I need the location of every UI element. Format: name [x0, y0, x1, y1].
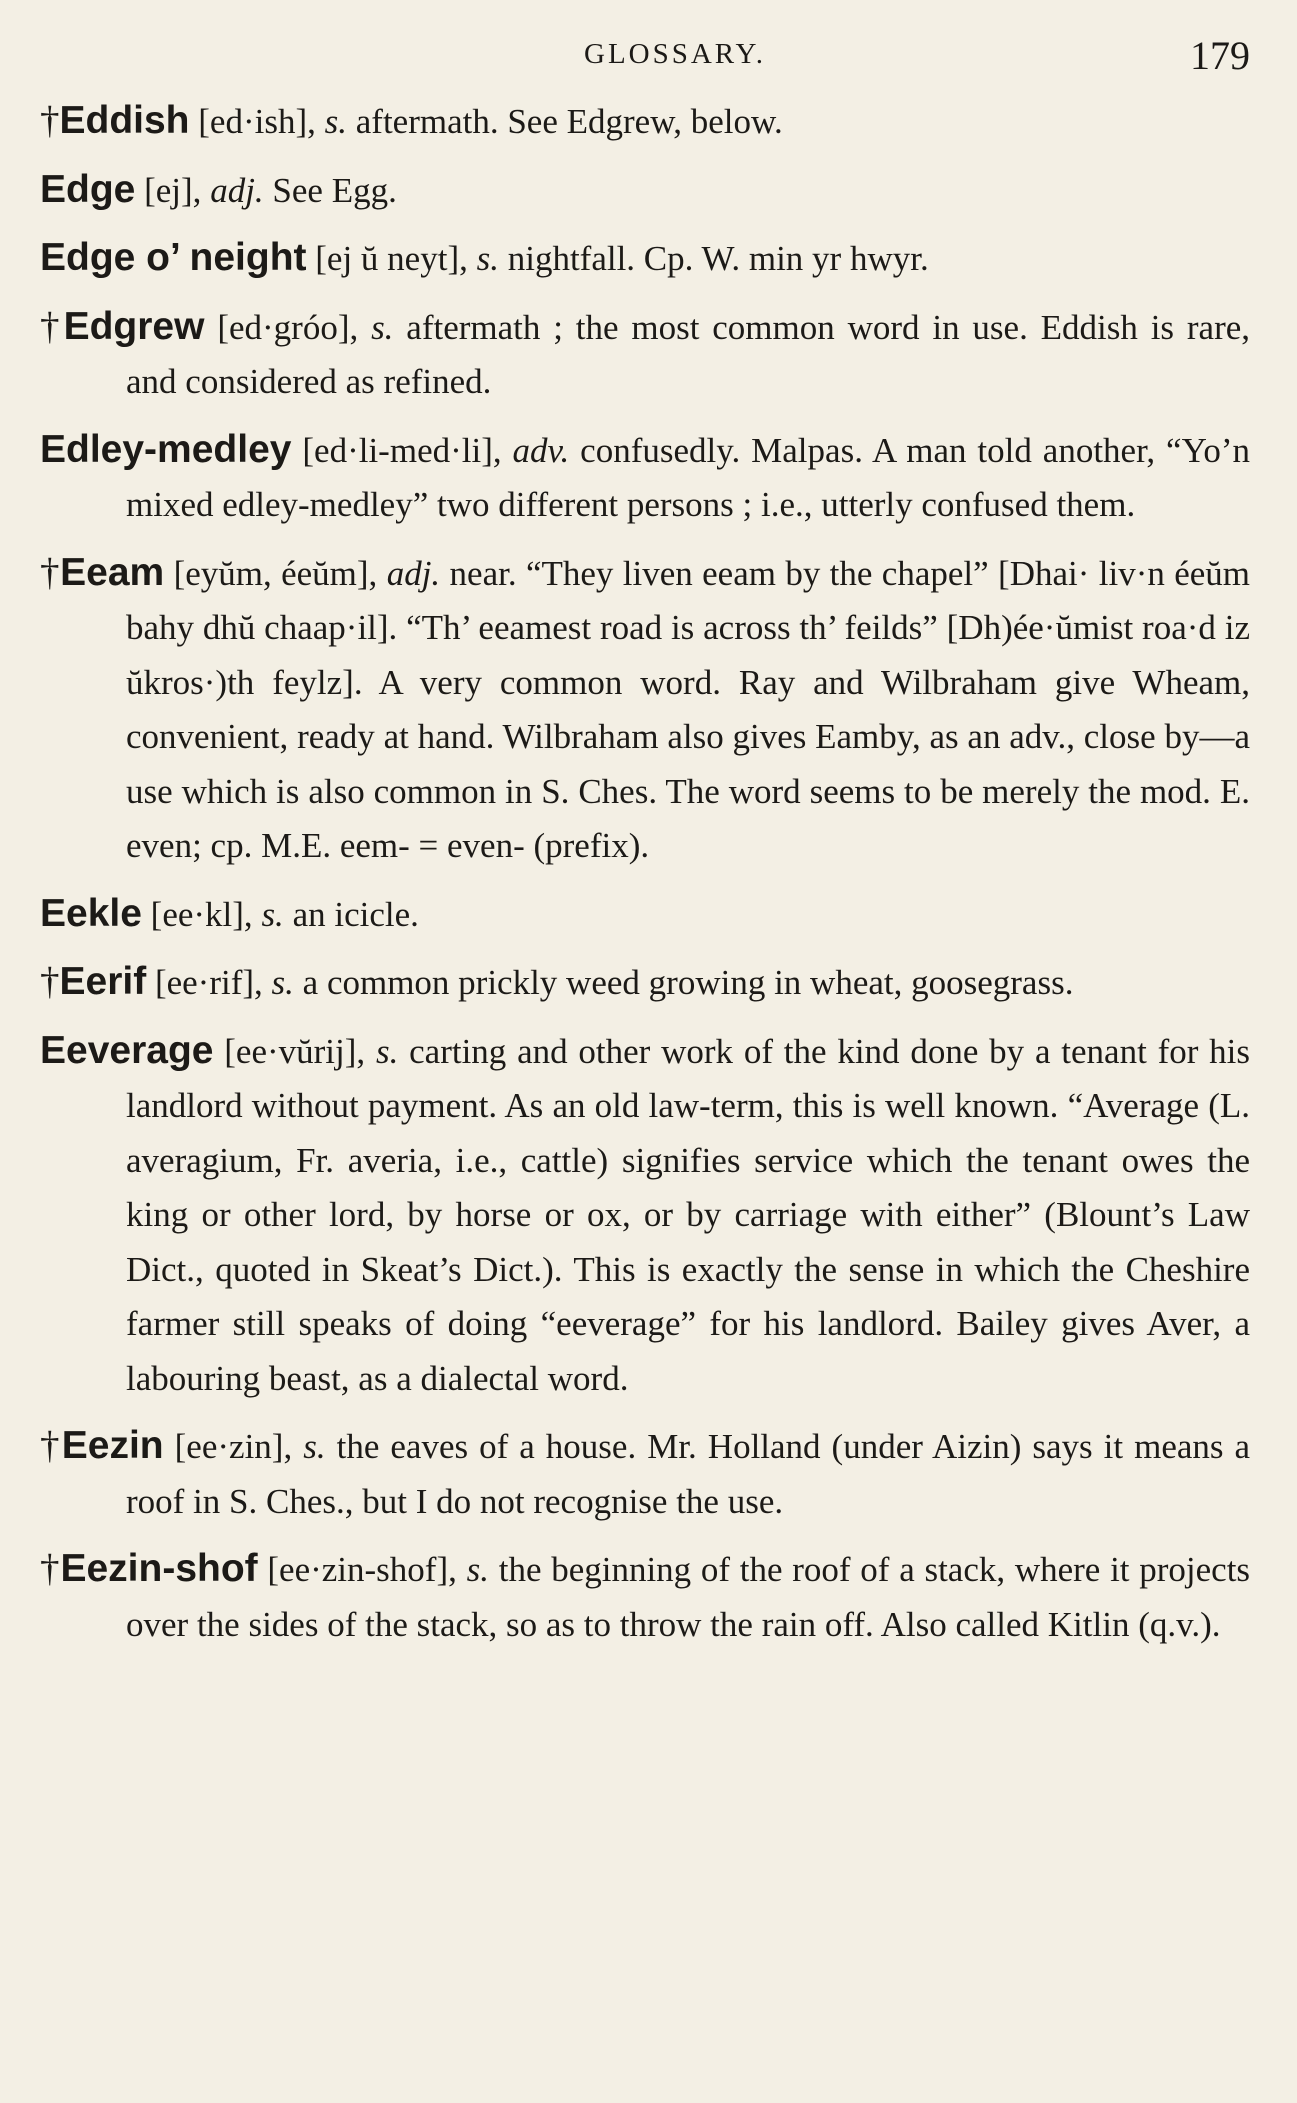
headword-text: Eekle	[40, 891, 142, 935]
glossary-entry	[40, 163, 1250, 219]
headword-text: Edge	[40, 167, 136, 211]
definition: near. “They liven eeam by the chapel” [Dhai· liv·n éeŭm bahy dhŭ chaap·il]. “Th’ eeamest road is across th’ feilds” [Dh)ée·ŭmist roa·d iz ŭkros·)th feylz]. A very common word. Ray and Wilbraham give Wheam, convenient, ready at hand. Wilbraham also gives Eamby, as an adv., close by—a use which is also common in S. Ches. The word seems to be merely the mod. E. even; cp. M.E. eem- = even- (prefix).	[126, 553, 1251, 865]
definition: a common prickly weed growing in wheat, goosegrass.	[302, 963, 1074, 1002]
dagger-mark: †	[40, 1424, 62, 1467]
headword	[40, 551, 164, 594]
running-title: GLOSSARY.	[584, 38, 766, 70]
glossary-entry	[40, 1419, 1250, 1529]
glossary-entry	[40, 300, 1250, 410]
pronunciation: [ee·vŭrij],	[224, 1031, 366, 1071]
headword	[40, 892, 142, 935]
pronunciation: [ee·kl],	[150, 894, 253, 934]
headword	[40, 305, 204, 348]
headword	[40, 236, 307, 279]
glossary-entry	[40, 887, 1250, 943]
definition: confusedly. Malpas. A man told another, “Yo’n mixed edley-medley” two different persons ; i.e., utterly confused them.	[126, 430, 1250, 524]
running-head	[40, 33, 1250, 94]
headword	[40, 960, 146, 1003]
headword-text: Edley-medley	[40, 427, 292, 471]
dagger-mark: †	[40, 99, 60, 142]
part-of-speech: adj.	[386, 553, 441, 593]
definition: the beginning of the roof of a stack, where it projects over the sides of the stack, so as to throw the rain off. Also called Kitlin (q.v.).	[126, 1550, 1251, 1644]
part-of-speech: s.	[371, 307, 394, 347]
pronunciation: [ej ŭ neyt],	[315, 239, 468, 278]
headword-text: Eddish	[59, 99, 190, 142]
part-of-speech: s.	[375, 1031, 399, 1071]
glossary-entry	[40, 546, 1250, 874]
definition: carting and other work of the kind done by a tenant for his landlord without payment. As an old law-term, this is well known. “Average (L. averagium, Fr. averia, i.e., cattle) signifies service which the tenant owes the king or other lord, by horse or ox, or by carriage with either” (Blount’s Law Dict., quoted in Skeat’s Dict.). This is exactly the sense in which the Cheshire farmer still speaks of doing “eeverage” for his landlord. Bailey gives Aver, a labouring beast, as a dialectal word.	[126, 1031, 1251, 1398]
pronunciation: [ee·zin],	[174, 1427, 293, 1466]
pronunciation: [ee·zin-shof],	[267, 1550, 457, 1589]
headword-text: Eerif	[59, 960, 147, 1003]
headword	[40, 1547, 258, 1590]
page	[40, 33, 1251, 1665]
definition: See Egg.	[272, 170, 397, 210]
glossary-entry	[40, 1024, 1250, 1407]
dagger-mark: †	[40, 304, 64, 348]
part-of-speech: s.	[271, 963, 294, 1002]
part-of-speech: s.	[324, 102, 347, 141]
part-of-speech: s.	[476, 239, 499, 278]
definition: nightfall. Cp. W. min yr hwyr.	[507, 239, 929, 278]
headword-text: Eeverage	[40, 1028, 214, 1072]
glossary-entry	[40, 423, 1250, 533]
glossary-entry	[40, 955, 1250, 1011]
definition: an icicle.	[292, 894, 419, 934]
pronunciation: [ed·ish],	[198, 102, 316, 141]
glossary-entry	[40, 94, 1250, 150]
dagger-mark: †	[40, 1547, 61, 1590]
dagger-mark: †	[40, 960, 60, 1003]
part-of-speech: adj.	[210, 170, 264, 210]
headword	[40, 428, 291, 471]
headword	[40, 1424, 164, 1467]
headword-text: Edge o’ neight	[40, 236, 307, 279]
headword	[40, 99, 190, 142]
part-of-speech: adv.	[512, 430, 570, 470]
headword-text: Eeam	[60, 550, 165, 594]
pronunciation: [ee·rif],	[154, 963, 263, 1002]
glossary-entry	[40, 231, 1250, 287]
definition: aftermath ; the most common word in use. Eddish is rare, and considered as refined.	[126, 307, 1251, 401]
glossary-entry	[40, 1542, 1250, 1652]
part-of-speech: s.	[261, 894, 284, 934]
headword-text: Eezin	[61, 1424, 164, 1467]
headword	[40, 168, 135, 211]
dagger-mark: †	[40, 550, 61, 594]
headword-text: Eezin-shof	[60, 1547, 258, 1590]
definition: the eaves of a house. Mr. Holland (under Aizin) says it means a roof in S. Ches., but I do not recognise the use.	[126, 1427, 1251, 1521]
page-number: 179	[1190, 33, 1250, 78]
pronunciation: [ej],	[144, 170, 202, 210]
definition: aftermath. See Edgrew, below.	[355, 102, 783, 141]
pronunciation: [ed·li-med·li],	[302, 430, 502, 470]
headword-text: Edgrew	[63, 304, 205, 348]
headword	[40, 1029, 213, 1072]
pronunciation: [ed·gróo],	[217, 307, 359, 347]
part-of-speech: s.	[303, 1427, 326, 1466]
pronunciation: [eyŭm, éeŭm],	[173, 553, 378, 593]
part-of-speech: s.	[466, 1550, 489, 1589]
